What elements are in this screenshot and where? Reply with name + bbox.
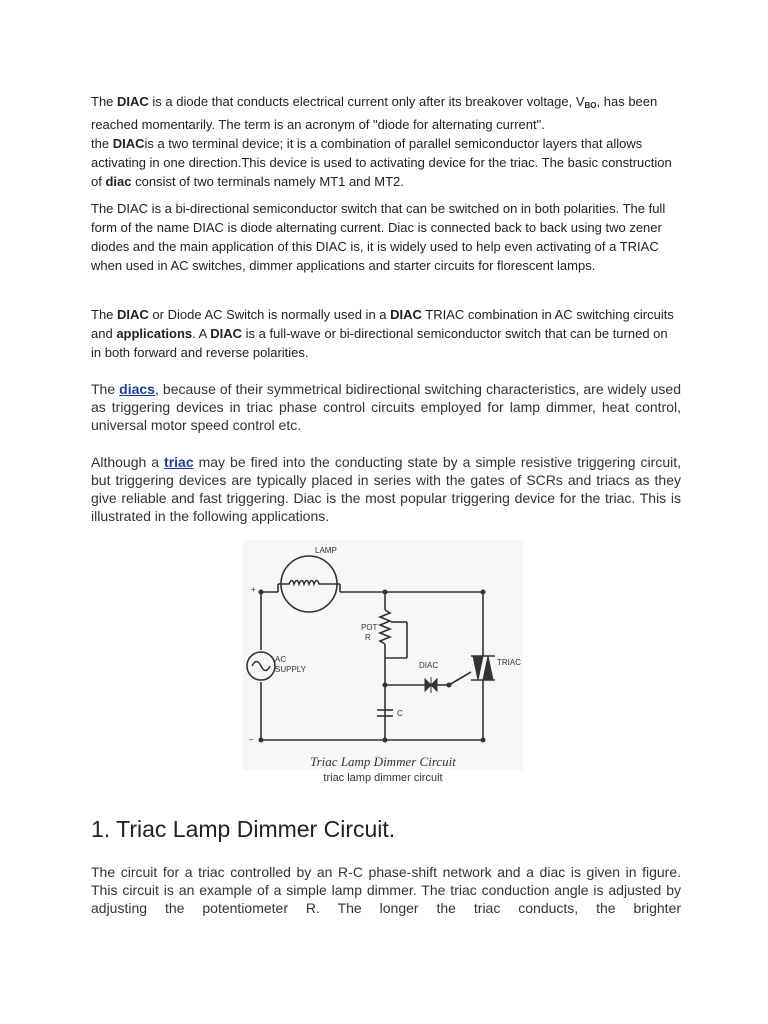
paragraph-triac-triggering (91, 453, 681, 525)
pot-label: POT (361, 623, 378, 632)
capacitor-label: C (397, 709, 403, 718)
text-run: TRIAC combination in AC switching circuits and (91, 307, 674, 341)
text-run: The (91, 94, 118, 109)
text-run: is a two terminal device; it is a combination of parallel semiconductor layers that allows activating in one direction.This device is used to activating device for the triac. The basic construction of (91, 136, 672, 189)
paragraph-diode-ac-switch (91, 305, 681, 362)
minus-label: – (249, 735, 254, 744)
text-run: Although a (91, 454, 165, 470)
text-run: , has been reached momentarily. The term is an acronym of "diode for alternating current". (91, 94, 658, 132)
lamp-label: LAMP (315, 546, 337, 555)
section-heading: 1. Triac Lamp Dimmer Circuit. (91, 816, 396, 842)
text-run: The (91, 381, 120, 397)
diac-label: DIAC (419, 661, 439, 670)
plus-label: + (251, 585, 256, 594)
subscript-bo: BO (584, 101, 597, 110)
ac-label: AC (275, 655, 287, 664)
paragraph-circuit-description: The circuit for a triac controlled by an R-C phase-shift network and a diac is given in figure. This circuit is an example of a simple lamp dimmer. The triac conduction angle is adjusted by adjusting the potentiometer R. The longer the triac conducts, the brighter (91, 864, 681, 916)
circuit-diagram (243, 540, 523, 770)
text-run: is a full-wave or bi-directional semiconductor switch that can be turned on in both forward and reverse polarities. (91, 326, 668, 360)
bold-term: DIAC (117, 307, 149, 322)
figure-caption: triac lamp dimmer circuit (323, 772, 443, 784)
text-run: or Diode AC Switch is normally used in a (148, 307, 391, 322)
pot-r-label: R (365, 633, 371, 642)
triac-link[interactable]: triac (164, 454, 194, 470)
text-run: consist of two terminals namely MT1 and MT2. (131, 174, 404, 189)
text-run: , because of their symmetrical bidirectional switching characteristics, are widely used as triggering devices in triac phase control circuits employed for lamp dimmer, heat control, universal motor speed control etc. (91, 381, 681, 433)
paragraph-diac-definition (91, 92, 681, 191)
text-run: . A (192, 326, 211, 341)
paragraph-diacs-triggering (91, 380, 681, 434)
text-run: is a diode that conducts electrical current only after its breakover voltage, V (148, 94, 585, 109)
bold-term: DIAC (210, 326, 243, 341)
bold-term: diac (105, 174, 132, 189)
text-run: may be fired into the conducting state by a simple resistive triggering circuit, but triggering devices are typically placed in series with the gates of SCRs and triacs as they give reliable and fast triggering. Diac is the most popular triggering device for the triac. This is illustrated in the following applications. (91, 454, 681, 524)
triac-label: TRIAC (497, 658, 521, 667)
bold-term: DIAC (117, 94, 149, 109)
figure-title: Triac Lamp Dimmer Circuit (310, 754, 456, 769)
supply-label: SUPPLY (275, 665, 306, 674)
text-run: The (91, 307, 118, 322)
bold-term: DIAC (390, 307, 422, 322)
bold-term: DIAC (112, 136, 145, 151)
bold-term: applications (116, 326, 193, 341)
paragraph-diac-bidirectional: The DIAC is a bi-directional semiconductor switch that can be switched on in both polarities. The full form of the name DIAC is diode alternating current. Diac is connected back to back using two zener diodes and the main application of this DIAC is, it is widely used to help even activating of a TRIAC when used in AC switches, dimmer applications and starter circuits for florescent lamps. (91, 201, 666, 273)
diacs-link[interactable]: diacs (119, 381, 155, 397)
text-run: the (91, 136, 113, 151)
